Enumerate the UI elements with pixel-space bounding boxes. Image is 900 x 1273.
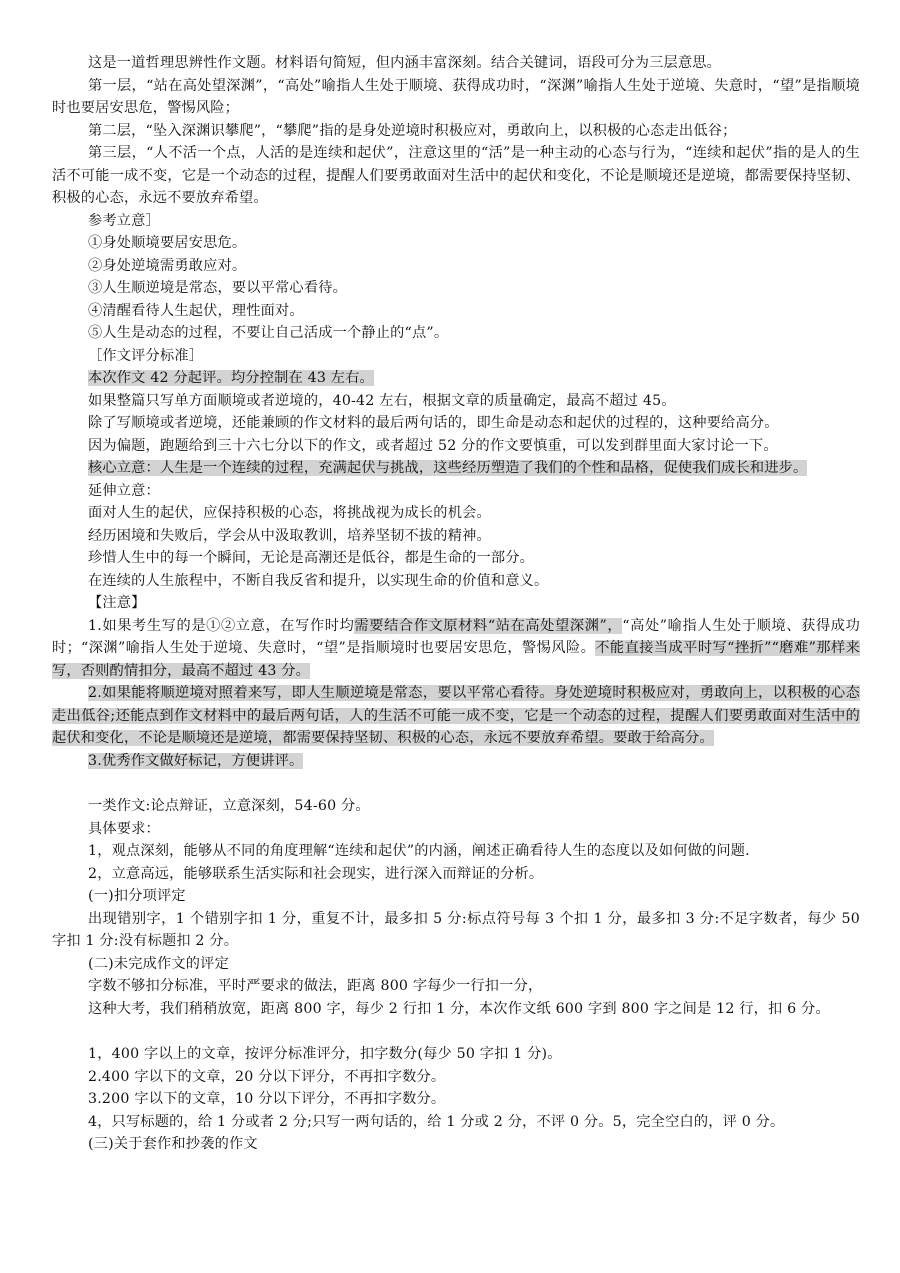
paragraph [52,457,860,480]
paragraph [52,1088,860,1111]
text-segment: 延伸立意： [88,482,160,499]
text-segment: 1，400 字以上的文章，按评分标准评分，扣字数分(每少 50 字扣 1 分)。 [88,1046,562,1062]
text-segment: ②身处逆境需勇敢应对。 [88,257,247,274]
paragraph [52,390,860,413]
text-segment: ［作文评分标准］ [88,347,204,364]
text-segment: (三)关于套作和抄袭的作文 [88,1136,258,1152]
text-segment: 4，只写标题的，给 1 分或者 2 分;只写一两句话的，给 1 分或 2 分，不评 0 分。5，完全空白的，评 0 分。 [88,1113,785,1130]
text-segment: 除了写顺境或者逆境，还能兼顾的作文材料的最后两句话的，即生命是动态和起伏的过程的，这种要给高分。 [88,415,779,431]
paragraph [52,547,860,570]
text-segment: (一)扣分项评定 [88,888,186,904]
paragraph [52,885,860,908]
paragraph [52,570,860,593]
text-segment: 如果整篇只写单方面顺境或者逆境的，40-42 左右，根据文章的质量确定，最高不超过 45。 [88,392,676,409]
paragraph [52,502,860,525]
paragraph [52,480,860,503]
text-segment: 1，观点深刻，能够从不同的角度理解“连续和起伏”的内涵，阐述正确看待人生的态度以及如何做的问题. [88,843,750,859]
text-segment: 参考立意］ [88,212,160,229]
highlighted-text: 核心立意：人生是一个连续的过程，充满起伏与挑战，这些经历塑造了我们的个性和品格，促使我们成长和进步。 [88,460,808,476]
paragraph [52,818,860,841]
paragraph [52,840,860,863]
paragraph [52,367,860,390]
text-segment: (二)未完成作文的评定 [88,955,229,972]
paragraph [52,120,860,143]
paragraph [52,682,860,750]
text-segment: 2，立意高远，能够联系生活实际和社会现实，进行深入而辩证的分析。 [88,865,544,882]
text-segment: ①身处顺境要居安思危。 [88,235,247,251]
paragraph [52,232,860,255]
paragraph [52,255,860,278]
text-segment: 【注意】 [88,595,146,611]
paragraph [52,1043,860,1066]
paragraph [52,615,860,683]
paragraph [52,412,860,435]
text-segment: 第二层，“坠入深渊识攀爬”，“攀爬”指的是身处逆境时积极应对，勇敢向上，以积极的心态走出低谷； [88,122,737,139]
text-segment: 这种大考，我们稍稍放宽，距离 800 字，每少 2 行扣 1 分，本次作文纸 600 字到 800 字之间是 12 行，扣 6 分。 [88,1000,830,1017]
text-segment: ④清醒看待人生起伏，理性面对。 [88,302,304,319]
paragraph [52,525,860,548]
paragraph [52,210,860,233]
text-segment: 这是一道哲理思辨性作文题。材料语句简短，但内涵丰富深刻。结合关键词，语段可分为三层意思。 [88,55,722,71]
paragraph [52,277,860,300]
text-segment: 字数不够扣分标准，平时严要求的做法，距离 800 字每少一行扣一分， [88,978,543,994]
text-segment: 1.如果考生写的是①②立意，在写作时均 [88,617,355,634]
text-segment: “高处”喻指人生处于顺境、获得成功时；“深渊”喻指人生处于逆境、失意时，“望”是指顺境时也要居安思危，警惕风险。 [52,617,860,656]
blank-line [52,1020,860,1043]
text-segment: 因为偏题，跑题给到三十六七分以下的作文，或者超过 52 分的作文要慎重，可以发到群里面大家讨论一下。 [88,437,778,454]
text-segment: 面对人生的起伏，应保持积极的心态，将挑战视为成长的机会。 [88,505,491,521]
paragraph [52,908,860,953]
document-body [52,52,860,1156]
highlighted-text: 本次作文 42 分起评。均分控制在 43 左右。 [88,370,374,386]
text-segment: 3.200 字以下的文章，10 分以下评分，不再扣字数分。 [88,1091,446,1107]
text-segment: ⑤人生是动态的过程，不要让自己活成一个静止的“点”。 [88,325,449,341]
text-segment: 第一层，“站在高处望深渊”，“高处”喻指人生处于顺境、获得成功时，“深渊”喻指人生处于逆境、失意时，“望”是指顺境时也要居安思危，警惕风险； [52,77,860,116]
text-segment: 2.400 字以下的文章，20 分以下评分，不再扣字数分。 [88,1068,446,1085]
paragraph [52,300,860,323]
paragraph [52,322,860,345]
paragraph [52,953,860,976]
paragraph [52,998,860,1021]
paragraph [52,795,860,818]
paragraph [52,750,860,773]
highlighted-text: 不能直接当成平时写“挫折”“磨难”那样来写，否则酌情扣分，最高不超过 43 分。 [52,640,860,679]
text-segment: 出现错别字，1 个错别字扣 1 分，重复不计，最多扣 5 分:标点符号每 3 个扣 1 分，最多扣 3 分:不足字数者，每少 50 字扣 1 分:没有标题扣 2 分。 [52,910,860,949]
text-segment: 具体要求： [88,820,160,837]
paragraph [52,1066,860,1089]
text-segment: 第三层，“人不活一个点，人活的是连续和起伏”，注意这里的“活”是一种主动的心态与行为，“连续和起伏”指的是人的生活不可能一成不变，它是一个动态的过程，提醒人们要勇敢面对生活中的起伏和变化，不论是顺境还是逆境，都需要保持坚韧、积极的心态，永远不要放弃希望。 [52,145,860,206]
highlighted-text: 3.优秀作文做好标记，方便讲评。 [88,752,304,769]
text-segment: 一类作文:论点辩证，立意深刻，54-60 分。 [88,798,370,814]
paragraph [52,142,860,210]
text-segment: ③人生顺逆境是常态，要以平常心看待。 [88,280,347,296]
paragraph [52,1133,860,1156]
blank-line [52,772,860,795]
paragraph [52,975,860,998]
text-segment: 在连续的人生旅程中，不断自我反省和提升，以实现生命的价值和意义。 [88,572,549,589]
paragraph [52,435,860,458]
text-segment: 珍惜人生中的每一个瞬间，无论是高潮还是低谷，都是生命的一部分。 [88,550,535,566]
paragraph [52,592,860,615]
paragraph [52,863,860,886]
paragraph [52,1111,860,1134]
paragraph [52,75,860,120]
highlighted-text: 需要结合作文原材料“站在高处望深渊”， [354,617,623,634]
highlighted-text: 2.如果能将顺逆境对照着来写，即人生顺逆境是常态，要以平常心看待。身处逆境时积极应对，勇敢向上，以积极的心态走出低谷;还能点到作文材料中的最后两句话，人的生活不可能一成不变，它是一个动态的过程，提醒人们要勇敢面对生活中的起伏和变化，不论是顺境还是逆境，都需要保持坚韧、积极的心态，永远不要放弃希望。要敢于给高分。 [52,685,860,746]
paragraph [52,52,860,75]
text-segment: 经历困境和失败后，学会从中汲取教训，培养坚韧不拔的精神。 [88,527,491,544]
paragraph [52,345,860,368]
